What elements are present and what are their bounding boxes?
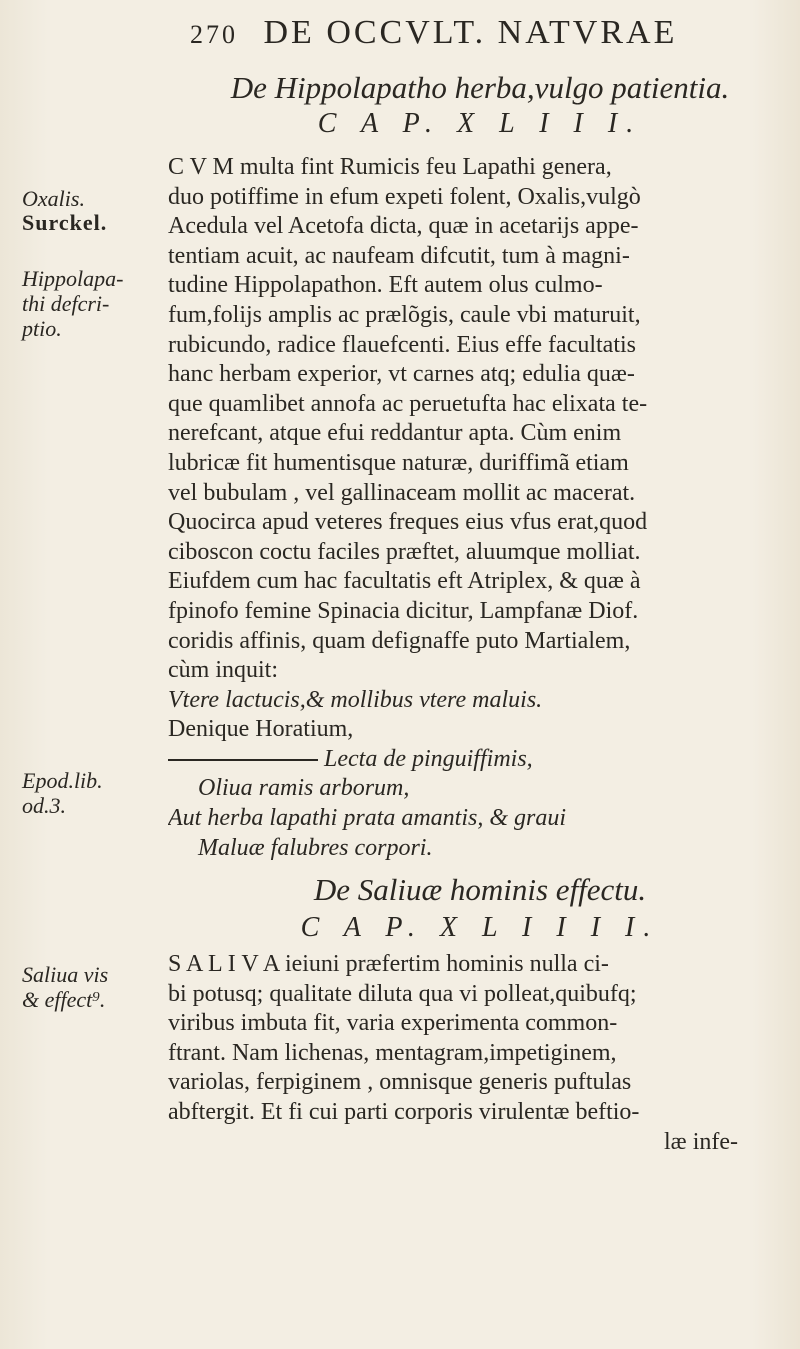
margin-line: Hippolapa- bbox=[22, 266, 124, 291]
text-line: bi potusq; qualitate diluta qua vi polleat,quibufq; bbox=[168, 980, 637, 1007]
text-line: rubicundo, radice flauefcenti. Eius effe facultatis bbox=[168, 331, 637, 358]
text-line: fpinofo femine Spinacia dicitur, Lampfanæ Diof. bbox=[168, 597, 639, 624]
chapter-44-title: De Saliuæ hominis effectu. bbox=[313, 872, 647, 907]
text-line: abftergit. Et fi cui parti corporis virulentæ beftio- bbox=[168, 1098, 640, 1125]
margin-note-saliua bbox=[22, 962, 172, 1012]
text-line: hanc herbam experior, vt carnes atq; edulia quæ- bbox=[168, 361, 635, 388]
chapter-44-number: C A P. X L I I I I. bbox=[300, 912, 660, 943]
running-title: DE OCCVLT. NATVRAE bbox=[263, 14, 678, 51]
chapter-43-text bbox=[168, 153, 778, 863]
text-line: viribus imbuta fit, varia experimenta common- bbox=[168, 1010, 618, 1037]
chapter-43-title: De Hippolapatho herba,vulgo patientia. bbox=[230, 70, 730, 105]
margin-note-hippolapathi bbox=[22, 266, 172, 341]
verse-line: Oliua ramis arborum, bbox=[198, 775, 410, 802]
text-line: Acedula vel Acetofa dicta, quæ in acetarijs appe- bbox=[168, 213, 639, 240]
verse-dash bbox=[168, 759, 318, 761]
margin-line: ptio. bbox=[22, 316, 62, 341]
text-line: fum,folijs amplis ac prælõgis, caule vbi maturuit, bbox=[168, 301, 641, 328]
text-line: nerefcant, atque efui reddantur apta. Cùm enim bbox=[168, 420, 622, 447]
text-line: ftrant. Nam lichenas, mentagram,impetiginem, bbox=[168, 1039, 617, 1066]
text-line: Quocirca apud veteres freques eius vfus erat,quod bbox=[168, 509, 648, 536]
chapter-44-text bbox=[168, 950, 778, 1157]
text-line: Denique Horatium, bbox=[168, 716, 354, 743]
text-line: vel bubulam , vel gallinaceam mollit ac macerat. bbox=[168, 479, 636, 506]
text-line: tudine Hippolapathon. Eft autem olus culmo- bbox=[168, 272, 603, 299]
verse-line: Aut herba lapathi prata amantis, & graui bbox=[168, 805, 567, 832]
margin-line: thi defcri- bbox=[22, 291, 110, 316]
text-line: variolas, ferpiginem , omnisque generis puftulas bbox=[168, 1069, 632, 1096]
margin-line: Saliua vis bbox=[22, 962, 109, 987]
margin-line: & effect⁹. bbox=[22, 987, 106, 1012]
verse-text: Lecta de pinguiffimis, bbox=[324, 745, 533, 772]
running-header bbox=[190, 14, 750, 58]
text-line: C V M multa fint Rumicis feu Lapathi genera, bbox=[168, 154, 612, 180]
text-line: cùm inquit: bbox=[168, 657, 278, 684]
catchword: læ infe- bbox=[664, 1128, 738, 1155]
text-line: S A L I V A ieiuni præfertim hominis nulla ci- bbox=[168, 951, 609, 977]
verse-line: Maluæ falubres corpori. bbox=[198, 834, 433, 861]
text-line: tentiam acuit, ac naufeam difcutit, tum à magni- bbox=[168, 242, 630, 269]
chapter-43-number: C A P. X L I I I. bbox=[317, 108, 643, 139]
text-line: lubricæ fit humentisque naturæ, duriffimã etiam bbox=[168, 449, 629, 476]
margin-note-epod bbox=[22, 768, 172, 818]
page-number: 270 bbox=[190, 20, 238, 49]
verse-line bbox=[168, 745, 778, 775]
text-line: ciboscon coctu faciles præftet, aluumque molliat. bbox=[168, 538, 641, 565]
text-line: Eiufdem cum hac facultatis eft Atriplex, & quæ à bbox=[168, 568, 641, 595]
verse-line: Vtere lactucis,& mollibus vtere maluis. bbox=[168, 686, 543, 713]
text-line: duo potiffime in efum expeti folent, Oxalis,vulgò bbox=[168, 183, 641, 210]
margin-line: od.3. bbox=[22, 793, 66, 818]
text-line: que quamlibet annofa ac peruetufta hac elixata te- bbox=[168, 390, 648, 417]
text-line: coridis affinis, quam defignaffe puto Martialem, bbox=[168, 627, 631, 654]
margin-line: Epod.lib. bbox=[22, 768, 103, 793]
margin-note-oxalis: Oxalis. bbox=[22, 186, 85, 211]
margin-note-german: Surckel. bbox=[22, 210, 108, 235]
